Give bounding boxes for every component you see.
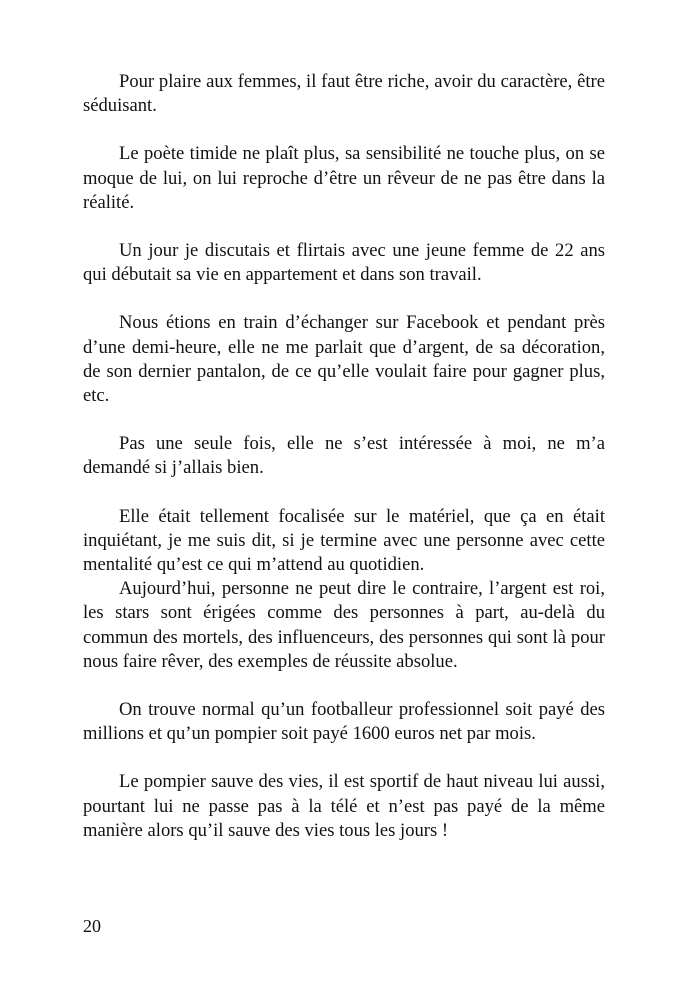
paragraph-6: Elle était tellement focalisée sur le matériel, que ça en était inquiétant, je me suis dit, si je termine avec une personne avec cette mentalité qu’est ce qui m’attend au quotidien.	[83, 505, 605, 576]
paragraph-8: On trouve normal qu’un footballeur professionnel soit payé des millions et qu’un pompier soit payé 1600 euros net par mois.	[83, 699, 605, 745]
paragraph-3: Un jour je discutais et flirtais avec une jeune femme de 22 ans qui débutait sa vie en appartement et dans son travail.	[83, 240, 605, 286]
paragraph-2: Le poète timide ne plaît plus, sa sensibilité ne touche plus, on se moque de lui, on lui reproche d’être un rêveur de ne pas être dans la réalité.	[83, 143, 605, 213]
page-number: 20	[83, 916, 101, 936]
paragraph-1: Pour plaire aux femmes, il faut être riche, avoir du caractère, être séduisant.	[83, 71, 605, 117]
paragraph-4: Nous étions en train d’échanger sur Facebook et pendant près d’une demi-heure, elle ne me parlait que d’argent, de sa décoration, de son dernier pantalon, de ce qu’elle voulait faire pour gagner plus, etc.	[83, 312, 605, 407]
paragraph-7: Aujourd’hui, personne ne peut dire le contraire, l’argent est roi, les stars sont érigées comme des personnes à part, au-delà du commun des mortels, des influenceurs, des personnes qui sont là pour nous faire rêver, des exemples de réussite absolue.	[83, 578, 605, 672]
paragraph-9: Le pompier sauve des vies, il est sportif de haut niveau lui aussi, pourtant lui ne passe pas à la télé et n’est pas payé de la même manière alors qu’il sauve des vies tous les jours !	[83, 771, 605, 841]
paragraph-5: Pas une seule fois, elle ne s’est intéressée à moi, ne m’a demandé si j’allais bien.	[83, 433, 605, 479]
page-body	[83, 70, 605, 843]
